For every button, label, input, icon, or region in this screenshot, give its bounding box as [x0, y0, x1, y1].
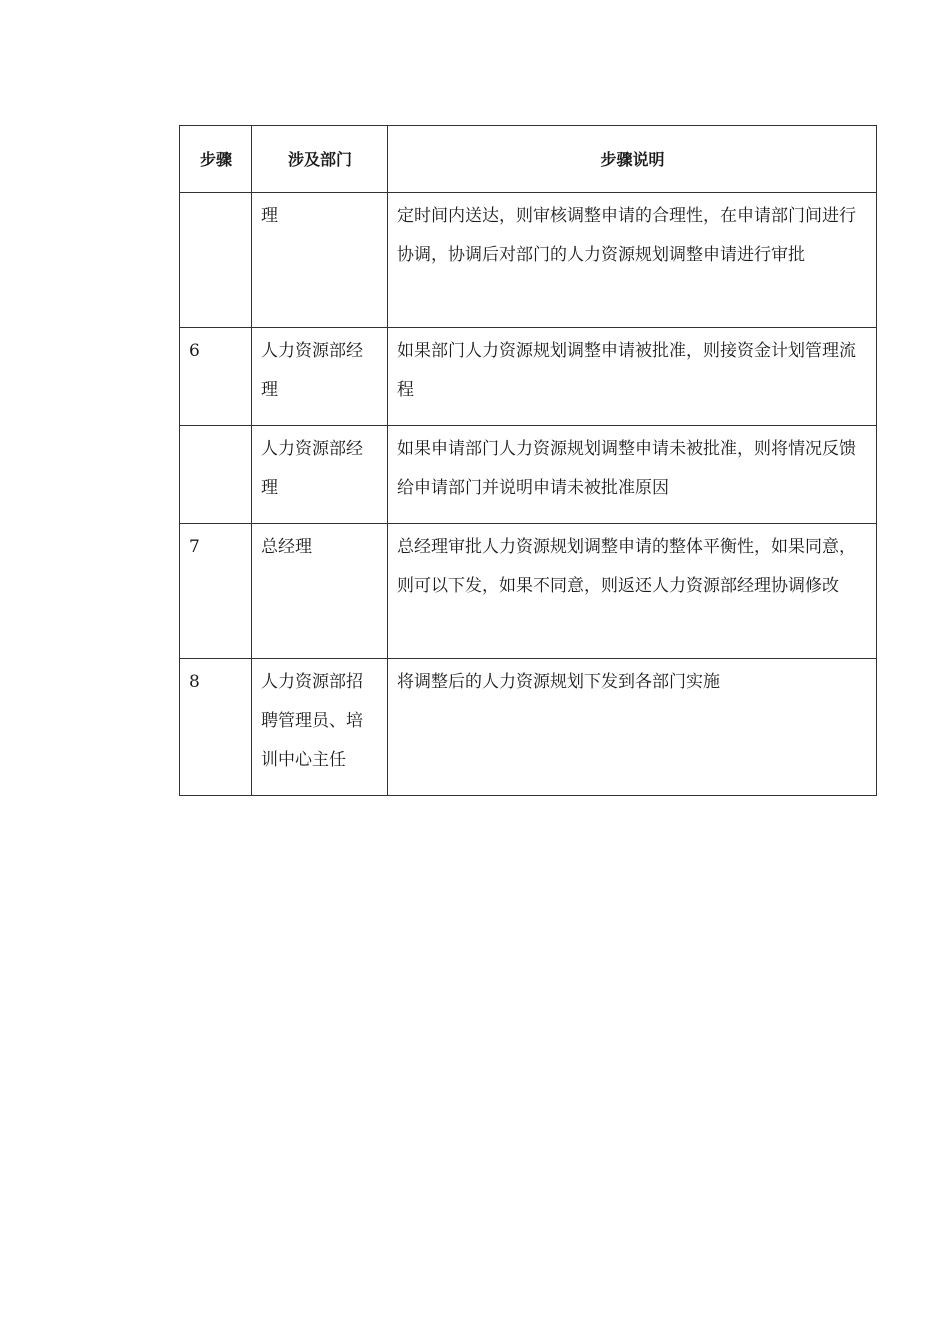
table-row	[180, 524, 877, 659]
table-row	[180, 328, 877, 426]
table-row	[180, 659, 877, 796]
department-cell: 人力资源部招聘管理员、培训中心主任	[252, 659, 388, 796]
department-cell: 人力资源部经理	[252, 328, 388, 426]
process-steps-table	[179, 125, 877, 796]
header-department: 涉及部门	[252, 126, 388, 193]
step-number: 6	[180, 328, 252, 426]
header-description: 步骤说明	[388, 126, 877, 193]
header-step: 步骤	[180, 126, 252, 193]
department-cell: 人力资源部经理	[252, 426, 388, 524]
step-number	[180, 193, 252, 328]
description-cell: 将调整后的人力资源规划下发到各部门实施	[388, 659, 877, 796]
department-cell: 理	[252, 193, 388, 328]
step-number: 7	[180, 524, 252, 659]
department-cell: 总经理	[252, 524, 388, 659]
table-row	[180, 193, 877, 328]
description-cell: 如果部门人力资源规划调整申请被批准，则接资金计划管理流程	[388, 328, 877, 426]
description-cell: 定时间内送达，则审核调整申请的合理性，在申请部门间进行协调，协调后对部门的人力资源规划调整申请进行审批	[388, 193, 877, 328]
step-number: 8	[180, 659, 252, 796]
description-cell: 总经理审批人力资源规划调整申请的整体平衡性，如果同意，则可以下发，如果不同意，则返还人力资源部经理协调修改	[388, 524, 877, 659]
step-number	[180, 426, 252, 524]
table-header-row	[180, 126, 877, 193]
table-row	[180, 426, 877, 524]
description-cell: 如果申请部门人力资源规划调整申请未被批准，则将情况反馈给申请部门并说明申请未被批准原因	[388, 426, 877, 524]
